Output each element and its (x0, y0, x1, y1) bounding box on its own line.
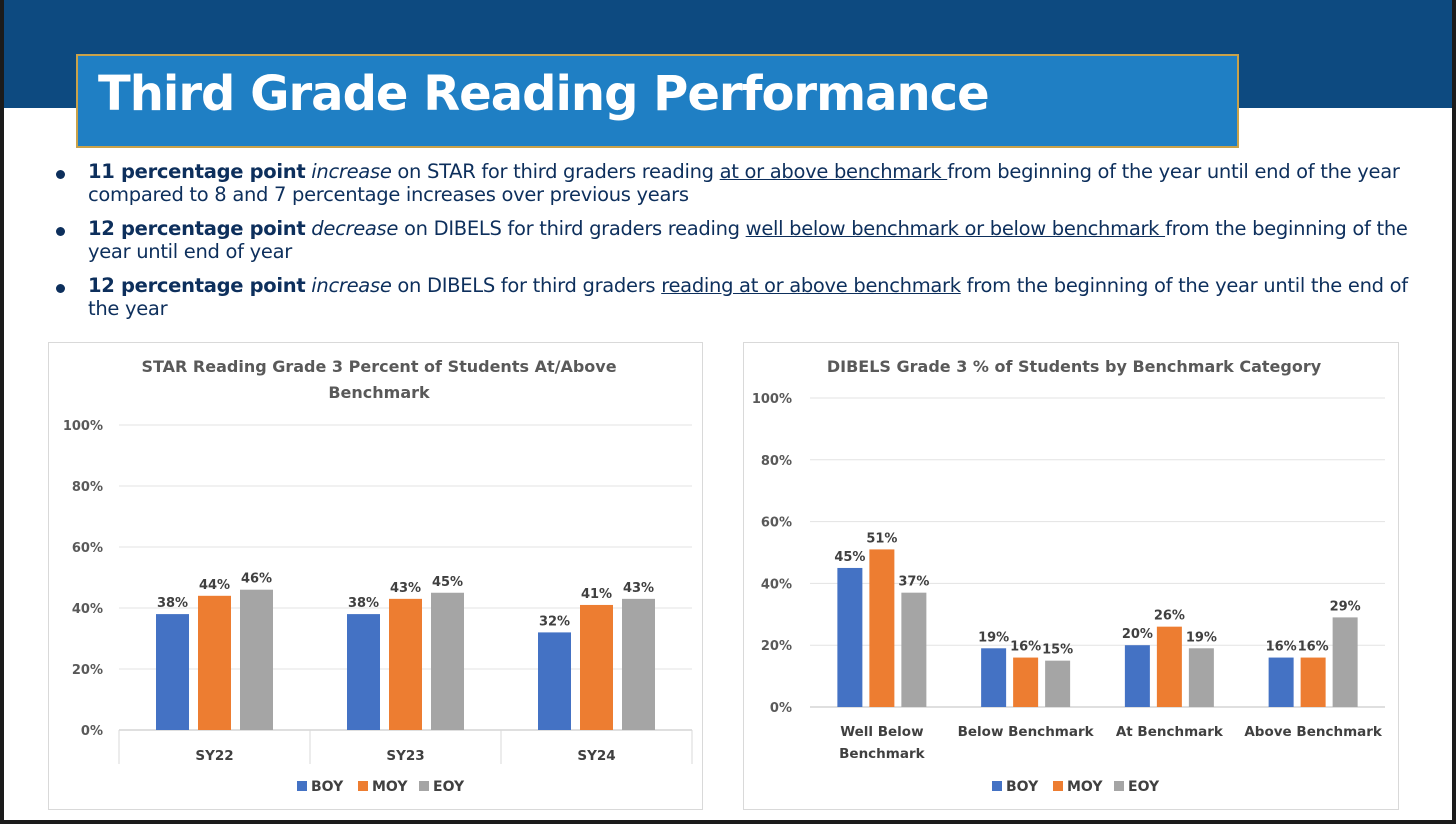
y-tick-label: 20% (760, 639, 792, 655)
legend-entry: MOY (372, 779, 408, 795)
bar-moy (198, 596, 231, 730)
bullet-list (56, 160, 1416, 331)
bullet-text: on STAR for third graders reading (391, 160, 720, 183)
data-label: 41% (580, 586, 613, 602)
star-chart-panel (48, 342, 703, 810)
bar-boy (347, 614, 380, 730)
bullet-text: on DIBELS for third graders (391, 274, 662, 297)
legend-entry: BOY (1006, 779, 1039, 795)
data-label: 29% (1329, 599, 1361, 615)
data-label: 16% (1297, 639, 1329, 655)
x-tick-label: Below Benchmark (957, 724, 1094, 740)
data-label: 26% (1153, 608, 1185, 624)
y-tick-label: 20% (71, 663, 103, 678)
slide (4, 0, 1452, 820)
bullet-dot-icon (56, 227, 65, 236)
bullet-item (56, 160, 1416, 206)
y-tick-label: 80% (760, 453, 792, 469)
bar-eoy (431, 593, 464, 730)
y-tick-label: 40% (71, 602, 103, 617)
legend-swatch-boy (992, 781, 1002, 791)
bar-boy (981, 648, 1006, 707)
y-tick-label: 0% (80, 724, 103, 739)
x-tick-label: Above Benchmark (1244, 724, 1382, 740)
page-title: Third Grade Reading Performance (98, 66, 989, 122)
data-label: 16% (1010, 639, 1042, 655)
y-tick-label: 60% (760, 515, 792, 531)
legend-entry: MOY (1067, 779, 1103, 795)
data-label: 37% (898, 574, 930, 590)
x-tick-label: SY24 (577, 748, 616, 764)
bar-boy (156, 614, 189, 730)
title-box (76, 54, 1239, 148)
data-label: 19% (1185, 630, 1217, 646)
star-chart (49, 343, 702, 809)
bullet-item (56, 274, 1416, 320)
data-label: 45% (431, 574, 464, 590)
data-label: 43% (389, 580, 422, 596)
data-label: 16% (1265, 639, 1297, 655)
bullet-italic: increase (311, 274, 392, 297)
x-tick-label: SY23 (386, 748, 425, 764)
bullet-underline: at or above benchmark (719, 160, 948, 183)
bullet-underline: reading at or above benchmark (661, 274, 961, 297)
bar-moy (1013, 658, 1038, 707)
bar-moy (1157, 627, 1182, 707)
bar-eoy (901, 593, 926, 707)
legend-entry: EOY (433, 779, 465, 795)
bar-eoy (1189, 648, 1214, 707)
bar-eoy (240, 590, 273, 730)
chart-title: STAR Reading Grade 3 Percent of Students At/Above (141, 357, 617, 376)
legend-swatch-moy (358, 781, 368, 791)
x-tick-label: SY22 (195, 748, 234, 764)
bullet-italic: decrease (311, 217, 399, 240)
data-label: 38% (156, 596, 189, 612)
y-tick-label: 0% (769, 701, 792, 716)
bar-moy (1301, 658, 1326, 707)
legend-entry: BOY (311, 779, 344, 795)
bar-boy (1125, 645, 1150, 707)
bullet-bold: 11 percentage point (88, 160, 306, 183)
bar-boy (837, 568, 862, 707)
y-tick-label: 100% (62, 419, 103, 434)
data-label: 51% (866, 531, 898, 547)
bullet-underline: well below benchmark or below benchmark (745, 217, 1166, 240)
bullet-dot-icon (56, 284, 65, 293)
bullet-bold: 12 percentage point (88, 274, 306, 297)
y-tick-label: 80% (71, 480, 103, 495)
y-tick-label: 100% (751, 392, 792, 407)
bullet-item (56, 217, 1416, 263)
y-tick-label: 40% (760, 577, 792, 593)
legend-swatch-moy (1053, 781, 1063, 791)
data-label: 15% (1042, 642, 1074, 658)
dibels-chart (744, 343, 1398, 809)
data-label: 20% (1121, 627, 1153, 643)
bullet-text: on DIBELS for third graders reading (398, 217, 746, 240)
bar-eoy (1333, 617, 1358, 707)
bar-eoy (1045, 661, 1070, 707)
bar-boy (538, 632, 571, 730)
legend-swatch-boy (297, 781, 307, 791)
chart-title: DIBELS Grade 3 % of Students by Benchmark Category (826, 357, 1322, 376)
data-label: 38% (347, 596, 380, 612)
data-label: 45% (834, 549, 866, 565)
y-tick-label: 60% (71, 541, 103, 556)
data-label: 44% (198, 577, 231, 593)
bullet-italic: increase (311, 160, 392, 183)
legend-swatch-eoy (419, 781, 429, 791)
x-tick-label: Benchmark (839, 746, 925, 762)
data-label: 43% (622, 580, 655, 596)
legend-entry: EOY (1128, 779, 1160, 795)
x-tick-label: At Benchmark (1115, 724, 1223, 740)
bar-moy (580, 605, 613, 730)
dibels-chart-panel (743, 342, 1399, 810)
bar-moy (389, 599, 422, 730)
legend-swatch-eoy (1114, 781, 1124, 791)
chart-title: Benchmark (328, 383, 430, 402)
bullet-dot-icon (56, 170, 65, 179)
bar-boy (1269, 658, 1294, 707)
bar-moy (869, 549, 894, 707)
bullet-text: from beginning of the year until end of the year compared to 8 and 7 percentage increases over previous years (88, 160, 1400, 206)
data-label: 32% (538, 614, 571, 630)
bar-eoy (622, 599, 655, 730)
bullet-text: from the beginning of the year until end of year (88, 217, 1408, 263)
bullet-text: from the beginning of the year until the end of the year (88, 274, 1408, 320)
bullet-bold: 12 percentage point (88, 217, 306, 240)
data-label: 19% (978, 630, 1010, 646)
data-label: 46% (240, 571, 273, 587)
x-tick-label: Well Below (840, 724, 924, 740)
